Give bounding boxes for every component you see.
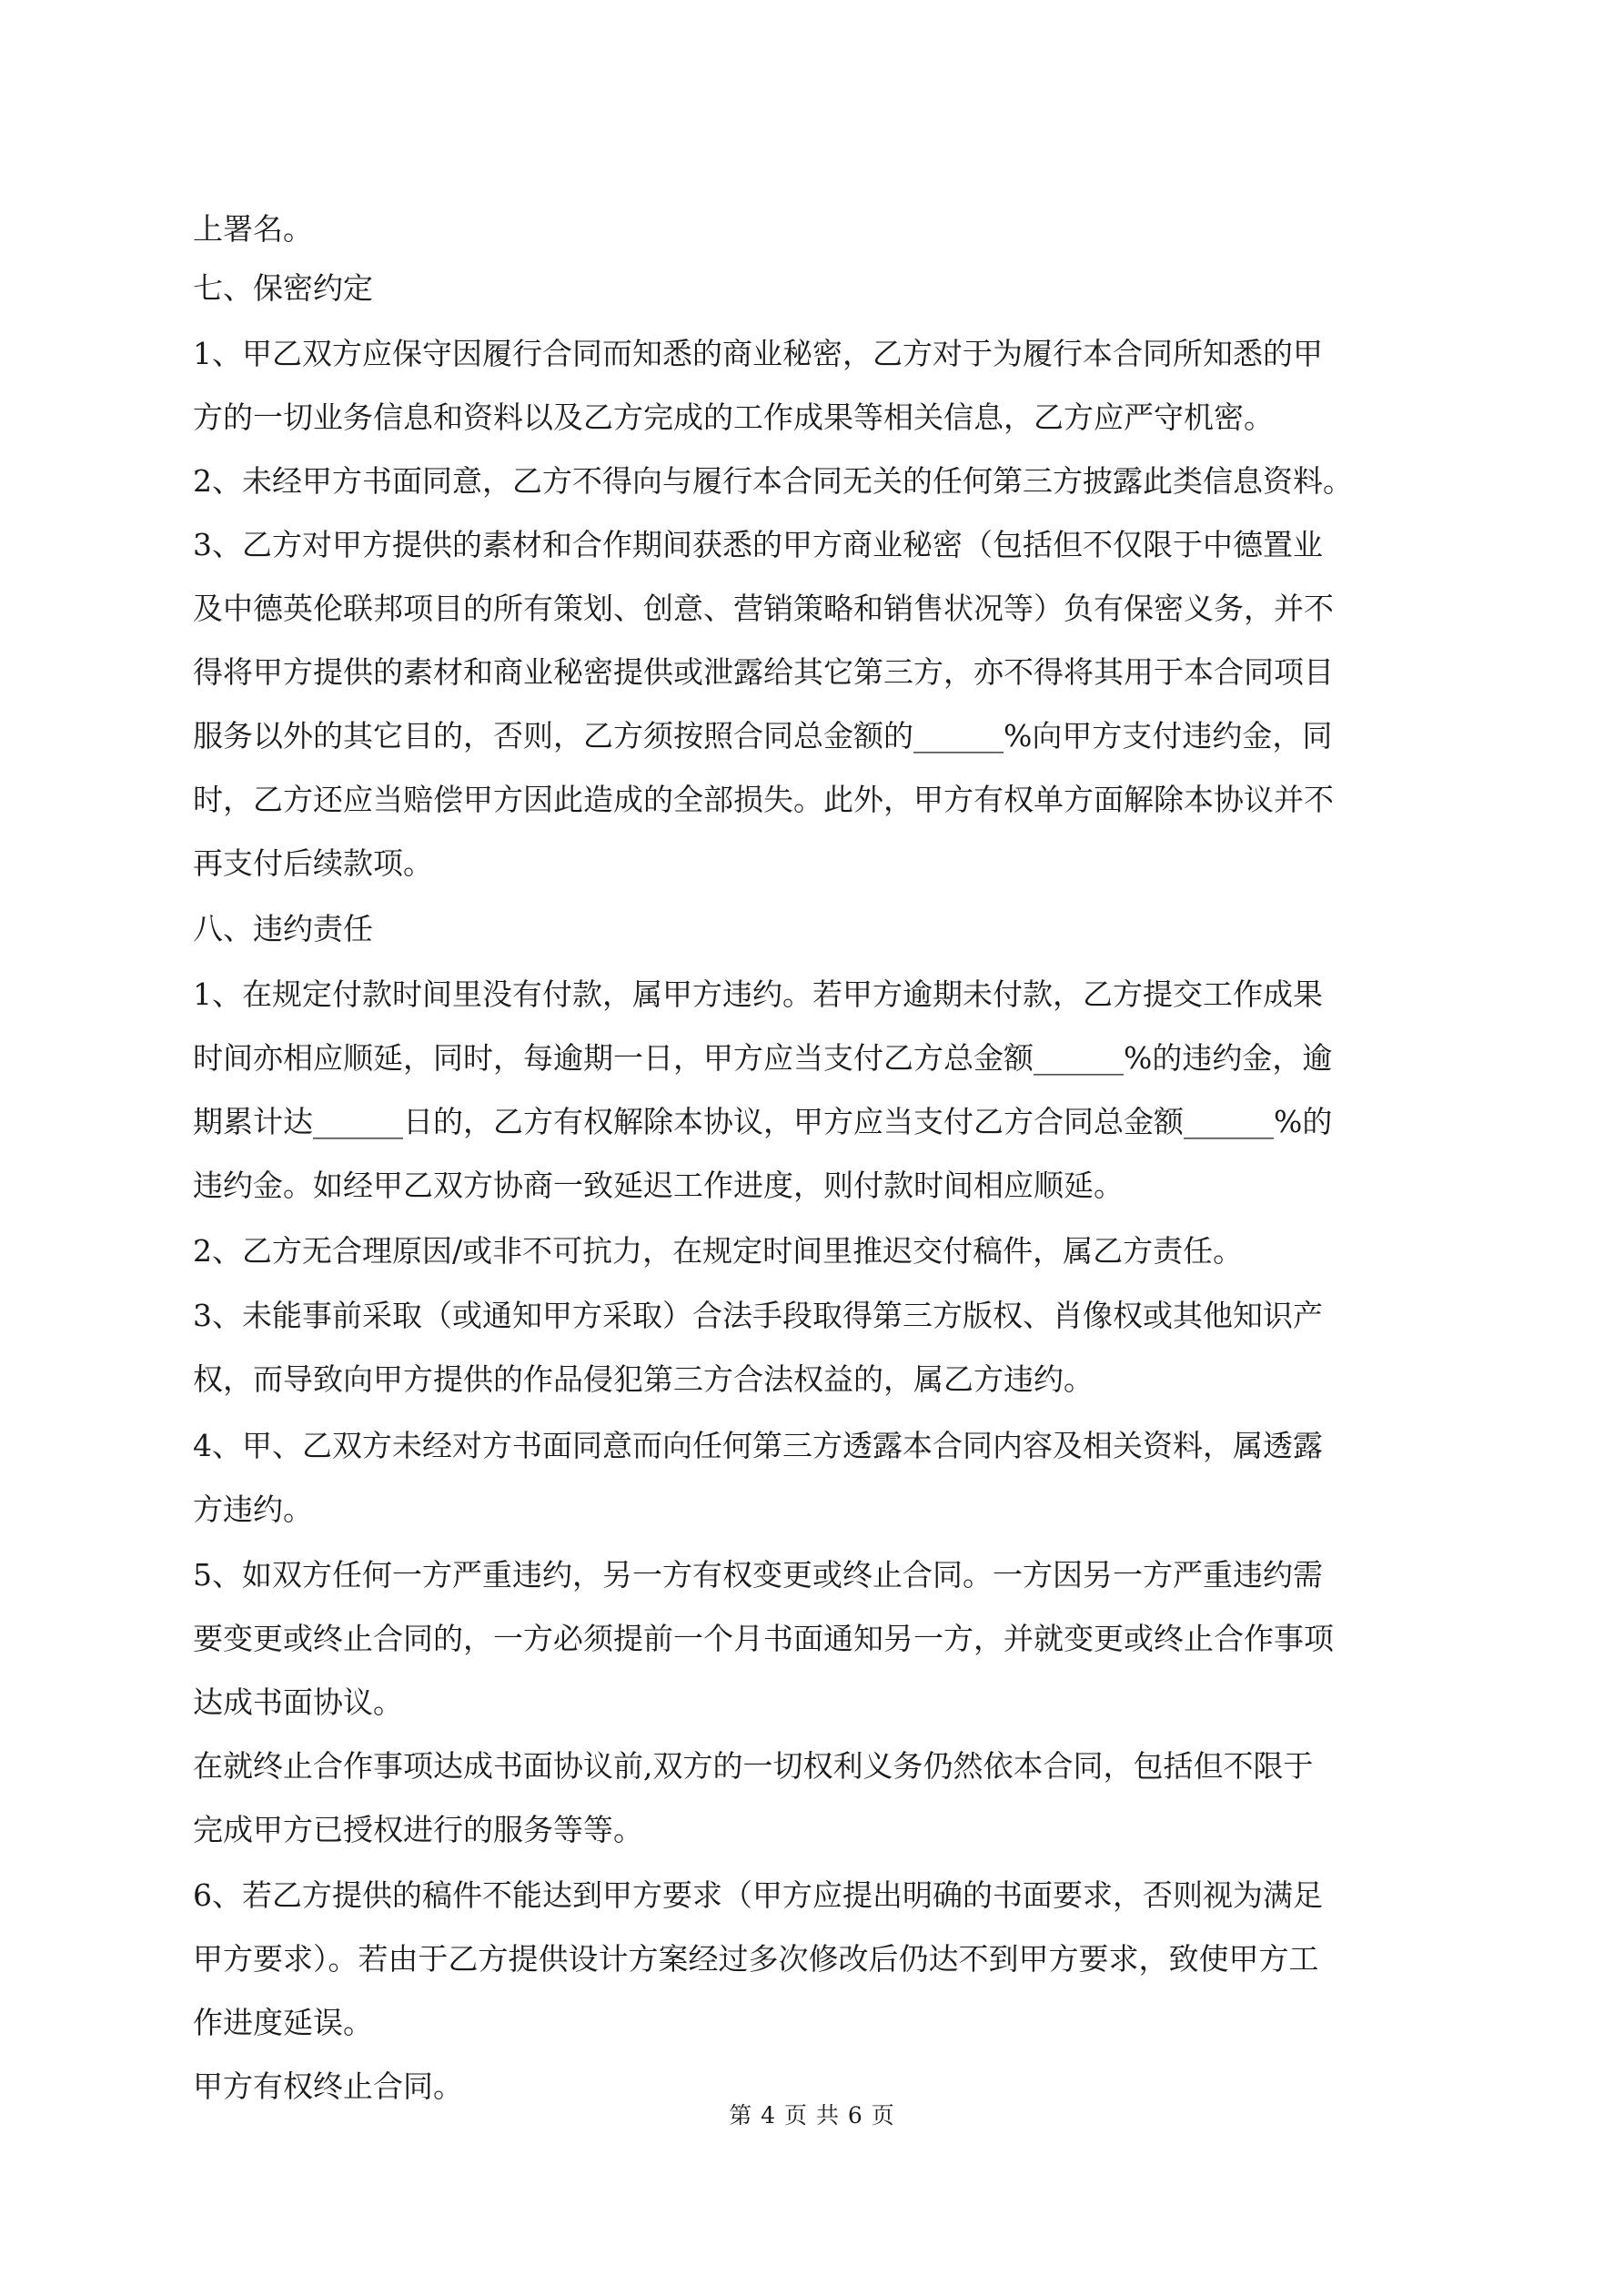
- text-line: 甲方要求）。若由于乙方提供设计方案经过多次修改后仍达不到甲方要求，致使甲方工: [193, 1941, 1319, 1977]
- page-number-footer: 第 4 页 共 6 页: [729, 2102, 895, 2129]
- text-line: 3、乙方对甲方提供的素材和合作期间获悉的甲方商业秘密（包括但不仅限于中德置业: [193, 527, 1323, 562]
- text-line: 方的一切业务信息和资料以及乙方完成的工作成果等相关信息，乙方应严守机密。: [193, 400, 1274, 435]
- text-line: 1、在规定付款时间里没有付款，属甲方违约。若甲方逾期未付款，乙方提交工作成果: [193, 976, 1323, 1012]
- text-line: 3、未能事前采取（或通知甲方采取）合法手段取得第三方版权、肖像权或其他知识产: [193, 1298, 1323, 1333]
- text-line: 2、乙方无合理原因/或非不可抗力，在规定时间里推迟交付稿件，属乙方责任。: [193, 1233, 1244, 1269]
- text-line: 2、未经甲方书面同意，乙方不得向与履行本合同无关的任何第三方披露此类信息资料。: [193, 463, 1353, 499]
- text-line: 5、如双方任何一方严重违约，另一方有权变更或终止合同。一方因另一方严重违约需: [193, 1557, 1323, 1593]
- text-line: 违约金。如经甲乙双方协商一致延迟工作进度，则付款时间相应顺延。: [193, 1168, 1124, 1203]
- text-line: 时间亦相应顺延，同时，每逾期一日，甲方应当支付乙方总金额______%的违约金，逾: [193, 1040, 1333, 1076]
- text-line: 服务以外的其它目的，否则，乙方须按照合同总金额的______%向甲方支付违约金，同: [193, 718, 1333, 754]
- text-line: 4、甲、乙双方未经对方书面同意而向任何第三方透露本合同内容及相关资料，属透露: [193, 1428, 1323, 1463]
- text-line: 及中德英伦联邦项目的所有策划、创意、营销策略和销售状况等）负有保密义务，并不: [193, 591, 1334, 626]
- text-line: 1、甲乙双方应保守因履行合同而知悉的商业秘密，乙方对于为履行本合同所知悉的甲: [193, 336, 1323, 371]
- section-heading-breach-liability: 八、违约责任: [193, 911, 373, 946]
- text-line: 6、若乙方提供的稿件不能达到甲方要求（甲方应提出明确的书面要求，否则视为满足: [193, 1877, 1323, 1913]
- text-line: 甲方有权终止合同。: [193, 2068, 463, 2104]
- text-line: 方违约。: [193, 1492, 313, 1527]
- text-line: 期累计达______日的，乙方有权解除本协议，甲方应当支付乙方合同总金额______%的: [193, 1104, 1333, 1139]
- text-line: 时，乙方还应当赔偿甲方因此造成的全部损失。此外，甲方有权单方面解除本协议并不: [193, 782, 1334, 817]
- text-line: 权，而导致向甲方提供的作品侵犯第三方合法权益的，属乙方违约。: [193, 1361, 1094, 1397]
- text-line: 完成甲方已授权进行的服务等等。: [193, 1812, 643, 1847]
- text-line: 在就终止合作事项达成书面协议前,双方的一切权利义务仍然依本合同，包括但不限于: [193, 1748, 1314, 1784]
- text-line: 上署名。: [193, 211, 313, 247]
- text-line: 作进度延误。: [193, 2005, 373, 2040]
- text-line: 要变更或终止合同的，一方必须提前一个月书面通知另一方，并就变更或终止合作事项: [193, 1621, 1334, 1656]
- text-line: 再支付后续款项。: [193, 845, 433, 881]
- text-line: 达成书面协议。: [193, 1684, 403, 1720]
- text-line: 得将甲方提供的素材和商业秘密提供或泄露给其它第三方，亦不得将其用于本合同项目: [193, 654, 1334, 690]
- section-heading-confidentiality: 七、保密约定: [193, 270, 373, 306]
